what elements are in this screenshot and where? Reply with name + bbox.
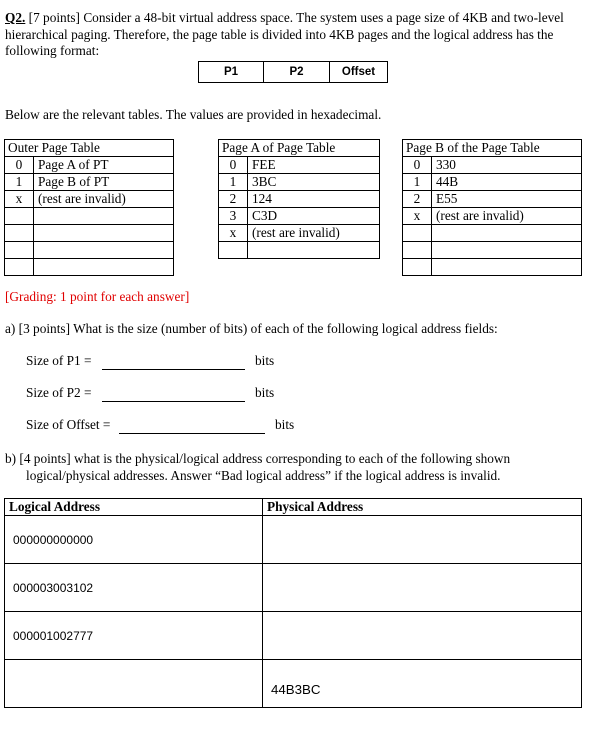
table-row: x (rest are invalid) xyxy=(219,225,380,242)
p1-size-label: Size of P1 = xyxy=(26,353,92,368)
table-row xyxy=(5,225,174,242)
p2-answer-line[interactable] xyxy=(102,401,245,402)
logical-address-cell: 000003003102 xyxy=(5,564,263,612)
format-p2: P2 xyxy=(264,62,330,83)
page-b-title: Page B of the Page Table xyxy=(403,140,582,157)
physical-address-cell[interactable] xyxy=(263,612,582,660)
table-row: 0 FEE xyxy=(219,157,380,174)
page-a-table xyxy=(218,139,380,259)
table-row xyxy=(5,242,174,259)
physical-address-cell: 44B3BC xyxy=(263,660,582,708)
physical-address-cell[interactable] xyxy=(263,516,582,564)
format-offset: Offset xyxy=(330,62,388,83)
col-physical-header: Physical Address xyxy=(263,499,582,516)
logical-address-cell: 000001002777 xyxy=(5,612,263,660)
table-row: 2 124 xyxy=(219,191,380,208)
table-row xyxy=(5,516,582,564)
table-row: 0 Page A of PT xyxy=(5,157,174,174)
offset-size-label: Size of Offset = xyxy=(26,417,111,432)
page-b-table xyxy=(402,139,582,276)
format-p1: P1 xyxy=(199,62,264,83)
outer-page-table xyxy=(4,139,174,276)
part-a-prompt: a) [3 points] What is the size (number of bits) of each of the following logical address fields: xyxy=(5,321,498,336)
table-row: x (rest are invalid) xyxy=(5,191,174,208)
col-logical-header: Logical Address xyxy=(5,499,263,516)
p1-unit: bits xyxy=(255,353,275,368)
question-text xyxy=(5,10,605,60)
outer-table-title: Outer Page Table xyxy=(5,140,174,157)
table-row: 0 330 xyxy=(403,157,582,174)
table-row xyxy=(5,259,174,276)
logical-address-cell: 000000000000 xyxy=(5,516,263,564)
address-format xyxy=(198,61,388,83)
table-row xyxy=(5,612,582,660)
part-b-prompt: b) [4 points] what is the physical/logical address corresponding to each of the following shown logical/physical addresses. Answer “Bad logical address” if the logical address is invalid. xyxy=(5,451,511,483)
physical-address-cell[interactable] xyxy=(263,564,582,612)
address-answer-table xyxy=(4,498,582,708)
table-row xyxy=(5,660,582,708)
table-row: 1 44B xyxy=(403,174,582,191)
table-row: 3 C3D xyxy=(219,208,380,225)
p1-answer-line[interactable] xyxy=(102,369,245,370)
table-row: 2 E55 xyxy=(403,191,582,208)
p2-unit: bits xyxy=(255,385,275,400)
page-a-title: Page A of Page Table xyxy=(219,140,380,157)
logical-address-cell[interactable] xyxy=(5,660,263,708)
p2-size-label: Size of P2 = xyxy=(26,385,92,400)
question-number: Q2. xyxy=(5,10,26,25)
question-body: [7 points] Consider a 48-bit virtual address space. The system uses a page size of 4KB and two-level hierarchical paging. Therefore, the page table is divided into 4KB pages and the logical address has the following format: xyxy=(5,10,564,58)
offset-unit: bits xyxy=(275,417,295,432)
table-row xyxy=(403,242,582,259)
table-row xyxy=(403,225,582,242)
tables-intro: Below are the relevant tables. The values are provided in hexadecimal. xyxy=(5,107,382,122)
table-row xyxy=(5,208,174,225)
table-row: x (rest are invalid) xyxy=(403,208,582,225)
table-row: 1 Page B of PT xyxy=(5,174,174,191)
table-row xyxy=(5,564,582,612)
table-row: 1 3BC xyxy=(219,174,380,191)
offset-answer-line[interactable] xyxy=(119,433,265,434)
grading-note: [Grading: 1 point for each answer] xyxy=(5,289,190,304)
table-row xyxy=(219,242,380,259)
table-row xyxy=(403,259,582,276)
